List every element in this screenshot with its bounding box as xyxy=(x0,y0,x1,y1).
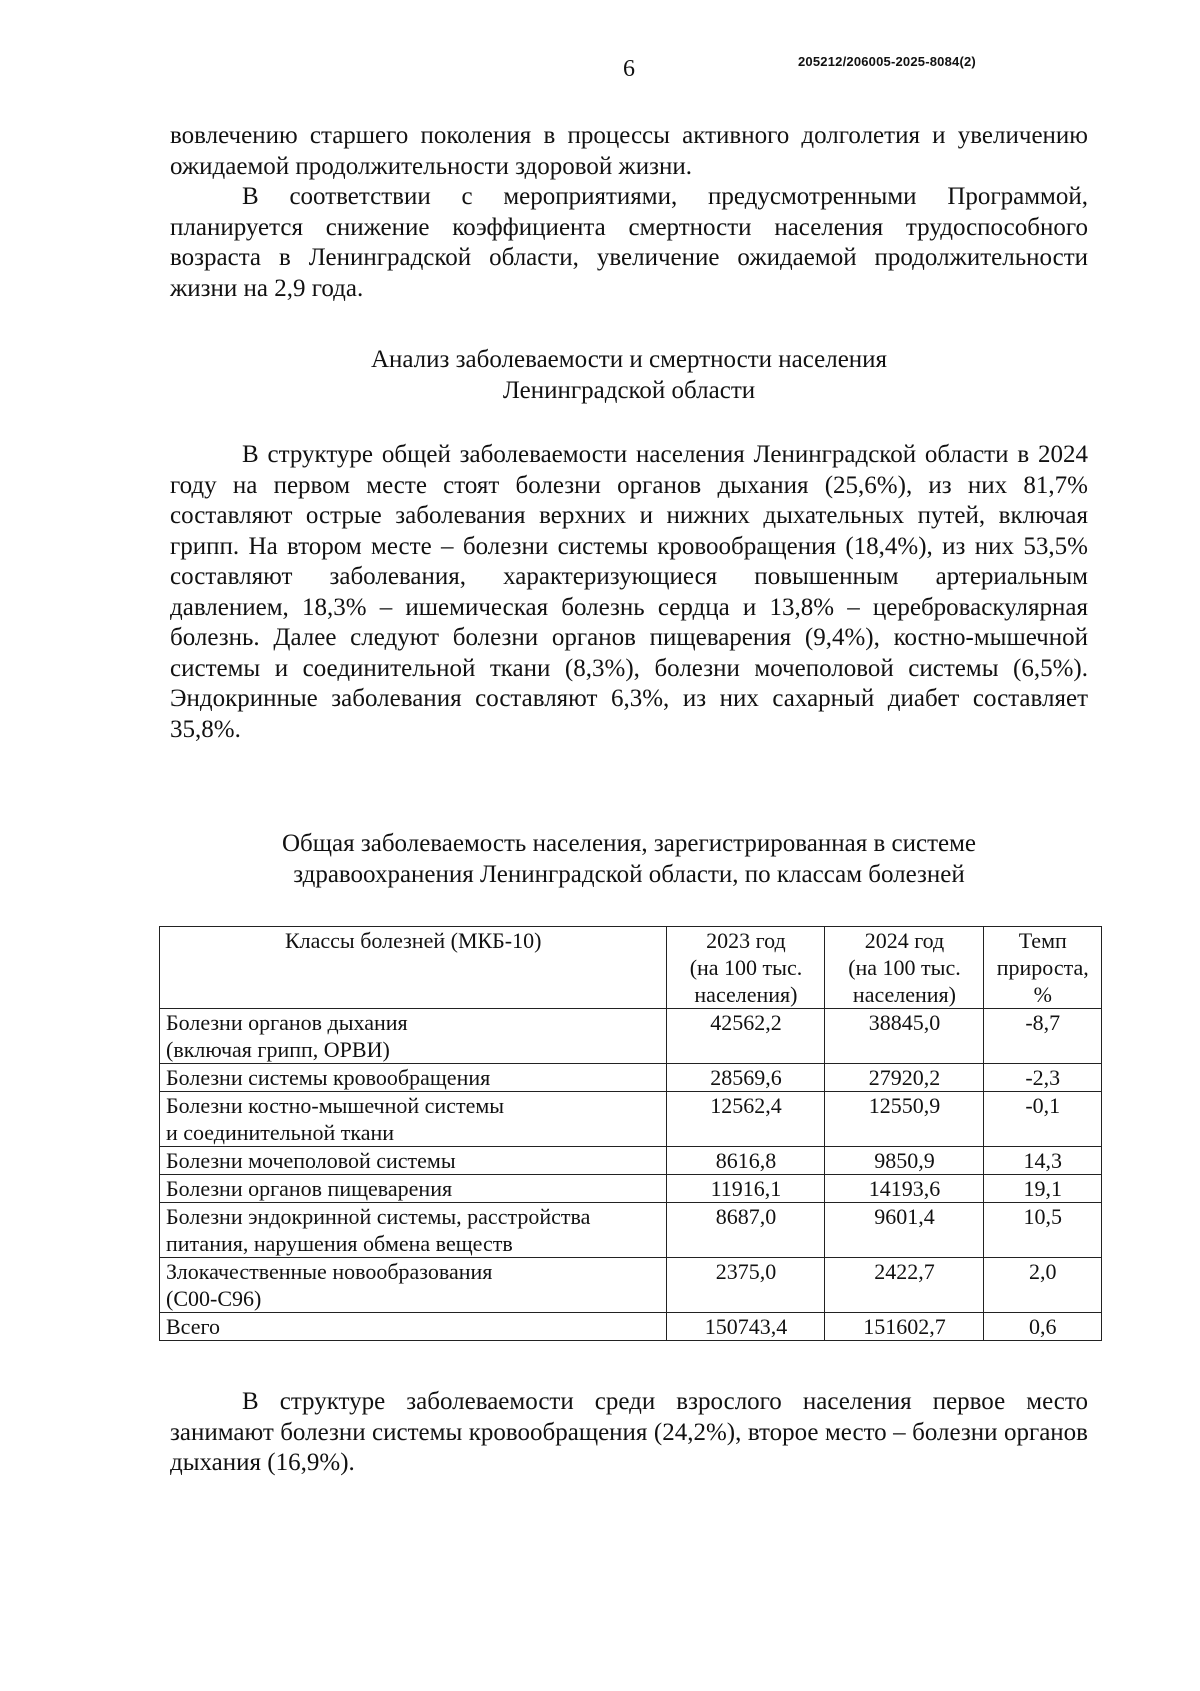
growth-cell: 19,1 xyxy=(984,1175,1102,1203)
growth-cell: 14,3 xyxy=(984,1147,1102,1175)
morbidity-table xyxy=(159,926,1102,1341)
value-2024-cell: 151602,7 xyxy=(825,1313,984,1341)
disease-class-cell: Болезни мочеполовой системы xyxy=(160,1147,667,1175)
value-2023-cell: 28569,6 xyxy=(667,1064,825,1092)
value-2023-cell: 12562,4 xyxy=(667,1092,825,1147)
section-heading xyxy=(170,345,1088,406)
paragraph-adult-morbidity: В структуре заболеваемости среди взрослого населения первое место занимают болезни системы кровообращения (24,2%), второе место – болезни органов дыхания (16,9%). xyxy=(170,1388,1088,1476)
growth-cell: 10,5 xyxy=(984,1203,1102,1258)
table-row xyxy=(160,1064,1102,1092)
table-row xyxy=(160,1092,1102,1147)
page-number: 6 xyxy=(623,56,635,82)
growth-cell: -8,7 xyxy=(984,1009,1102,1064)
paragraph-program: В соответствии с мероприятиями, предусмотренными Программой, планируется снижение коэффициента смертности населения трудоспособного возраста в Ленинградской области, увеличение ожидаемой продолжительности жизни на 2,9 года. xyxy=(170,183,1088,302)
disease-class-cell: Злокачественные новообразования (С00-С96) xyxy=(160,1258,667,1313)
table-row xyxy=(160,1009,1102,1064)
table-caption-line-1: Общая заболеваемость населения, зарегистрированная в системе xyxy=(281,830,977,857)
value-2024-cell: 38845,0 xyxy=(825,1009,984,1064)
header-growth-rate: Темп прироста, % xyxy=(984,927,1102,1009)
value-2023-cell: 8687,0 xyxy=(667,1203,825,1258)
section-heading-line-1: Анализ заболеваемости и смертности населения xyxy=(370,346,888,373)
value-2024-cell: 9850,9 xyxy=(825,1147,984,1175)
growth-cell: 0,6 xyxy=(984,1313,1102,1341)
value-2023-cell: 11916,1 xyxy=(667,1175,825,1203)
document-id: 205212/206005-2025-8084(2) xyxy=(798,54,976,69)
table-header-row xyxy=(160,927,1102,1009)
disease-class-cell: Болезни органов дыхания (включая грипп, ОРВИ) xyxy=(160,1009,667,1064)
disease-class-cell: Всего xyxy=(160,1313,667,1341)
growth-cell: 2,0 xyxy=(984,1258,1102,1313)
disease-class-cell: Болезни органов пищеварения xyxy=(160,1175,667,1203)
disease-class-cell: Болезни эндокринной системы, расстройства питания, нарушения обмена веществ xyxy=(160,1203,667,1258)
morbidity-block xyxy=(170,440,1088,745)
value-2023-cell: 42562,2 xyxy=(667,1009,825,1064)
growth-cell: -2,3 xyxy=(984,1064,1102,1092)
value-2023-cell: 8616,8 xyxy=(667,1147,825,1175)
table-row xyxy=(160,1147,1102,1175)
disease-class-cell: Болезни системы кровообращения xyxy=(160,1064,667,1092)
table-caption-line-2: здравоохранения Ленинградской области, по классам болезней xyxy=(293,860,965,888)
paragraph-morbidity-structure: В структуре общей заболеваемости населения Ленинградской области в 2024 году на первом месте стоят болезни органов дыхания (25,6%), из них 81,7% составляют острые заболевания верхних и нижних дыхательных путей, включая грипп. На втором месте – болезни системы кровообращения (18,4%), из них 53,5% составляют заболевания, характеризующиеся повышенным артериальным давлением, 18,3% – ишемическая болезнь сердца и 13,8% – цереброваскулярная болезнь. Далее следуют болезни органов пищеварения (9,4%), костно-мышечной системы и соединительной ткани (8,3%), болезни мочеполовой системы (6,5%). Эндокринные заболевания составляют 6,3%, из них сахарный диабет составляет 35,8%. xyxy=(170,441,1088,743)
value-2024-cell: 14193,6 xyxy=(825,1175,984,1203)
value-2024-cell: 27920,2 xyxy=(825,1064,984,1092)
header-2023: 2023 год (на 100 тыс. населения) xyxy=(667,927,825,1009)
header-disease-class: Классы болезней (МКБ-10) xyxy=(160,927,667,1009)
table-caption xyxy=(170,829,1088,890)
value-2024-cell: 2422,7 xyxy=(825,1258,984,1313)
table-row xyxy=(160,1203,1102,1258)
value-2024-cell: 9601,4 xyxy=(825,1203,984,1258)
value-2023-cell: 150743,4 xyxy=(667,1313,825,1341)
growth-cell: -0,1 xyxy=(984,1092,1102,1147)
table-row-total xyxy=(160,1313,1102,1341)
section-heading-line-2: Ленинградской области xyxy=(502,376,756,404)
value-2023-cell: 2375,0 xyxy=(667,1258,825,1313)
intro-block xyxy=(170,121,1088,304)
paragraph-continuation: вовлечению старшего поколения в процессы активного долголетия и увеличению ожидаемой продолжительности здоровой жизни. xyxy=(170,122,1088,180)
table-row xyxy=(160,1258,1102,1313)
value-2024-cell: 12550,9 xyxy=(825,1092,984,1147)
table-row xyxy=(160,1175,1102,1203)
adult-morbidity-block xyxy=(170,1387,1088,1479)
header-2024: 2024 год (на 100 тыс. населения) xyxy=(825,927,984,1009)
disease-class-cell: Болезни костно-мышечной системы и соединительной ткани xyxy=(160,1092,667,1147)
